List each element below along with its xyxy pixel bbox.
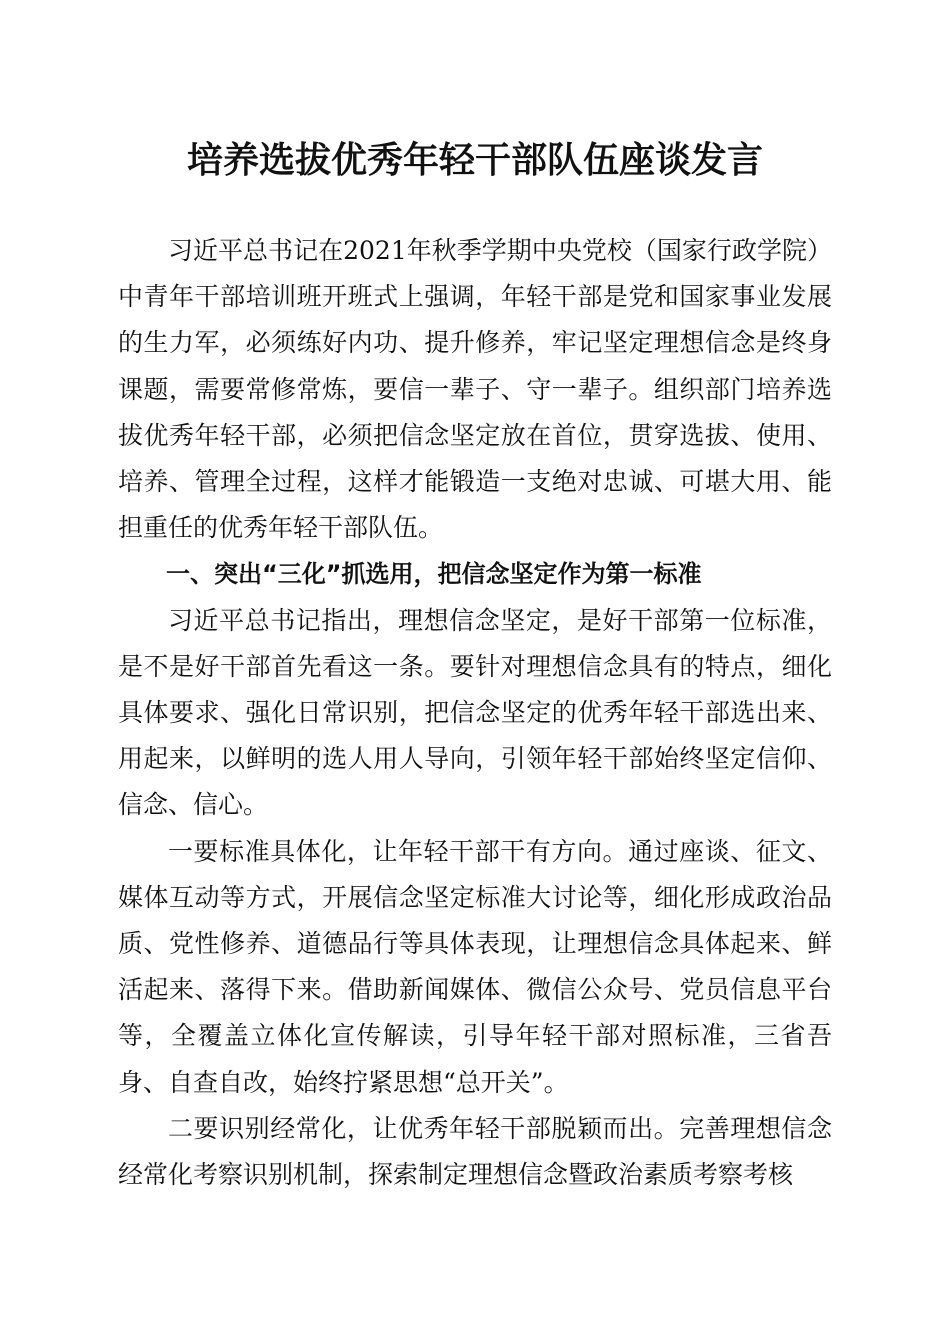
paragraph-section-1: 习近平总书记指出，理想信念坚定，是好干部第一位标准，是不是好干部首先看这一条。要针对理想信念具有的特点，细化具体要求、强化日常识别，把信念坚定的优秀年轻干部选出来、用起来，以鲜明的选人用人导向，引领年轻干部始终坚定信仰、信念、信心。 — [118, 605, 832, 820]
section-heading-1: 一、突出“三化”抓选用，把信念坚定作为第一标准 — [166, 560, 702, 589]
paragraph-point-1: 一要标准具体化，让年轻干部干有方向。通过座谈、征文、媒体互动等方式，开展信念坚定标准大讨论等，细化形成政治品质、党性修养、道德品行等具体表现，让理想信念具体起来、鲜活起来、落得下来。借助新闻媒体、微信公众号、党员信息平台等，全覆盖立体化宣传解读，引导年轻干部对照标准，三省吾身、自查自改，始终拧紧思想“总开关”。 — [118, 836, 832, 1097]
paragraph-point-2: 二要识别经常化，让优秀年轻干部脱颖而出。完善理想信念经常化考察识别机制，探索制定理想信念暨政治素质考察考核 — [118, 1113, 832, 1190]
document-body — [118, 228, 832, 1198]
paragraph-intro: 习近平总书记在2021年秋季学期中央党校（国家行政学院）中青年干部培训班开班式上强调，年轻干部是党和国家事业发展的生力军，必须练好内功、提升修养，牢记坚定理想信念是终身课题，需要常修常炼，要信一辈子、守一辈子。组织部门培养选拔优秀年轻干部，必须把信念坚定放在首位，贯穿选拔、使用、培养、管理全过程，这样才能锻造一支绝对忠诚、可堪大用、能担重任的优秀年轻干部队伍。 — [118, 236, 832, 543]
document-title: 培养选拔优秀年轻干部队伍座谈发言 — [186, 139, 763, 181]
